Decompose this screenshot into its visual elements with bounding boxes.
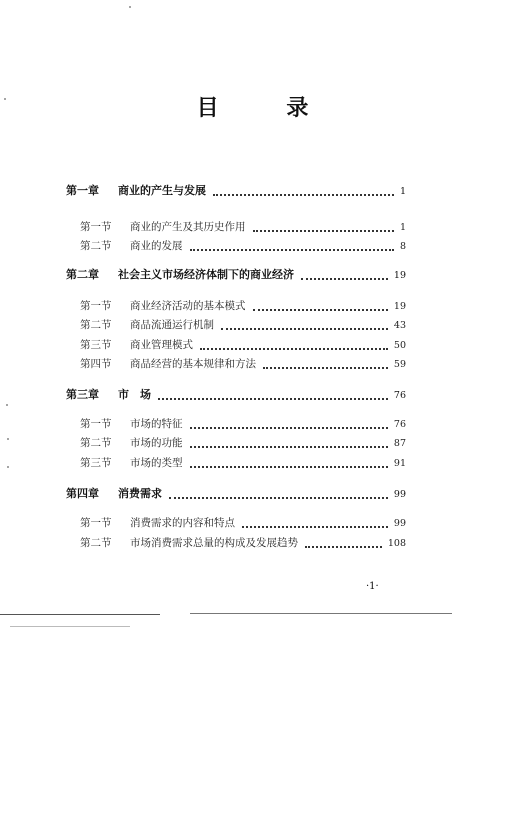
toc-section-1-2[interactable] <box>80 239 406 253</box>
section-title: 市场的类型 <box>130 457 183 469</box>
dot-leader <box>190 462 388 468</box>
dot-leader <box>213 190 394 196</box>
page-number: 1 <box>399 186 406 197</box>
toc-chapter-3[interactable] <box>66 388 406 402</box>
page-number: 43 <box>393 320 406 331</box>
toc-section-3-2[interactable] <box>80 436 406 450</box>
section-title: 商品流通运行机制 <box>130 319 214 331</box>
chapter-number: 第二章 <box>66 268 99 281</box>
section-number: 第二节 <box>80 537 112 549</box>
page-number: 19 <box>393 301 406 312</box>
dot-leader <box>169 493 388 499</box>
page-number: 50 <box>393 340 406 351</box>
scan-speck <box>7 438 9 440</box>
section-title: 市场的特征 <box>130 418 183 430</box>
section-title: 市场消费需求总量的构成及发展趋势 <box>130 537 298 549</box>
page-number: 76 <box>393 419 406 430</box>
section-number: 第二节 <box>80 240 112 252</box>
dot-leader <box>190 442 388 448</box>
dot-leader <box>158 394 388 400</box>
chapter-title: 社会主义市场经济体制下的商业经济 <box>118 268 294 281</box>
section-title: 商业经济活动的基本模式 <box>130 300 246 312</box>
scan-speck <box>129 6 131 8</box>
section-number: 第三节 <box>80 457 112 469</box>
toc-section-3-3[interactable] <box>80 456 406 470</box>
toc-section-2-2[interactable] <box>80 318 406 332</box>
page-folio: ·1· <box>366 581 379 592</box>
scan-edge-line <box>0 614 160 615</box>
chapter-number: 第三章 <box>66 388 99 401</box>
chapter-title: 市 场 <box>118 388 151 401</box>
dot-leader <box>242 522 388 528</box>
page-number: 19 <box>393 270 406 281</box>
section-title: 市场的功能 <box>130 437 183 449</box>
page-number: 76 <box>393 390 406 401</box>
toc-section-4-1[interactable] <box>80 516 406 530</box>
dot-leader <box>190 423 388 429</box>
toc-chapter-2[interactable] <box>66 268 406 282</box>
page-number: 99 <box>393 518 406 529</box>
chapter-title: 商业的产生与发展 <box>118 184 206 197</box>
dot-leader <box>190 245 394 251</box>
dot-leader <box>263 363 388 369</box>
section-number: 第二节 <box>80 319 112 331</box>
toc-section-2-3[interactable] <box>80 338 406 352</box>
toc-section-2-4[interactable] <box>80 357 406 371</box>
section-title: 消费需求的内容和特点 <box>130 517 235 529</box>
dot-leader <box>200 344 388 350</box>
scan-speck <box>4 98 6 100</box>
chapter-number: 第四章 <box>66 487 99 500</box>
chapter-title: 消费需求 <box>118 487 162 500</box>
page-number: 91 <box>393 458 406 469</box>
section-number: 第一节 <box>80 221 112 233</box>
scan-speck <box>6 404 8 406</box>
section-number: 第二节 <box>80 437 112 449</box>
toc-chapter-1[interactable] <box>66 184 406 198</box>
page-title: 目 录 <box>196 95 339 121</box>
dot-leader <box>253 226 394 232</box>
page-number: 8 <box>399 241 406 252</box>
dot-leader <box>301 274 388 280</box>
section-title: 商业的产生及其历史作用 <box>130 221 246 233</box>
dot-leader <box>305 542 382 548</box>
page-number: 108 <box>387 538 406 549</box>
section-number: 第一节 <box>80 517 112 529</box>
chapter-number: 第一章 <box>66 184 99 197</box>
dot-leader <box>253 305 388 311</box>
section-number: 第一节 <box>80 300 112 312</box>
toc-section-3-1[interactable] <box>80 417 406 431</box>
page-number: 87 <box>393 438 406 449</box>
dot-leader <box>221 324 388 330</box>
toc-section-4-2[interactable] <box>80 536 406 550</box>
scan-edge-line <box>190 613 452 614</box>
toc-chapter-4[interactable] <box>66 487 406 501</box>
scan-edge-line <box>10 626 130 627</box>
page-number: 59 <box>393 359 406 370</box>
page-number: 1 <box>399 222 406 233</box>
page-number: 99 <box>393 489 406 500</box>
scan-speck <box>7 466 9 468</box>
section-title: 商品经营的基本规律和方法 <box>130 358 256 370</box>
section-number: 第四节 <box>80 358 112 370</box>
toc-section-2-1[interactable] <box>80 299 406 313</box>
section-number: 第三节 <box>80 339 112 351</box>
toc-section-1-1[interactable] <box>80 220 406 234</box>
section-title: 商业管理模式 <box>130 339 193 351</box>
section-title: 商业的发展 <box>130 240 183 252</box>
section-number: 第一节 <box>80 418 112 430</box>
